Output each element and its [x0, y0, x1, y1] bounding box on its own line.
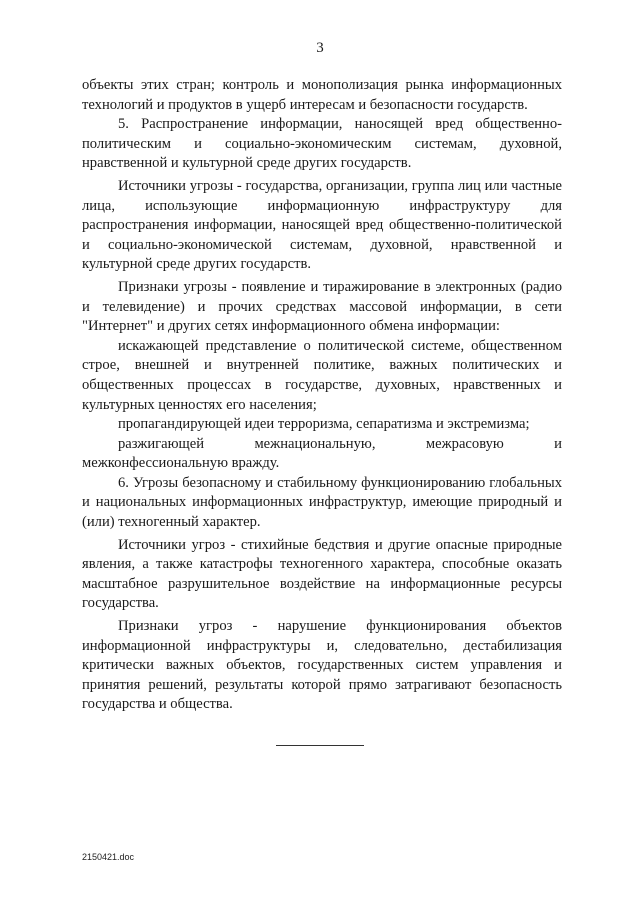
list-item: искажающей представление о политической системе, общественном строе, внешней и внутренней политике, важных политических и общественных процессах в государстве, духовных, нравственных и культурных ценностях его населения; — [82, 337, 562, 413]
end-separator-line — [276, 745, 364, 746]
paragraph: 5. Распространение информации, наносящей вред общественно-политическим и социально-экономическим системам, духовной, нравственной и культурной среде других государств. — [82, 116, 562, 172]
list-item: пропагандирующей идеи терроризма, сепаратизма и экстремизма; — [118, 416, 530, 433]
paragraph: Признаки угрозы - появление и тиражирование в электронных (радио и телевидение) и прочих средствах массовой информации, в сети "Интернет" и других сетях информационного обмена информации: — [82, 278, 562, 335]
list-item: разжигающей межнациональную, межрасовую и межконфессиональную вражду. — [82, 435, 562, 472]
footer-filename: 2150421.doc — [82, 852, 135, 862]
page-number: 3 — [316, 40, 324, 56]
paragraph: объекты этих стран; контроль и монополизация рынка информационных технологий и продуктов в ущерб интересам и безопасности государств. — [82, 77, 562, 113]
document-body — [82, 76, 562, 715]
paragraph: Источники угрозы - государства, организации, группа лиц или частные лица, использующие информационную инфраструктуру для распространения информации, наносящей вред общественно-политической и социально-экономической системам, духовной, нравственной и культурной среде других государств. — [82, 177, 562, 273]
paragraph: Признаки угроз - нарушение функционирования объектов информационной инфраструктуры и, следовательно, дестабилизация критически важных объектов, государственных систем управления и принятия решений, результаты которой прямо затрагивают безопасность государства и общества. — [82, 618, 562, 713]
paragraph: Источники угроз - стихийные бедствия и другие опасные природные явления, а также катастрофы техногенного характера, способные оказать масштабное разрушительное воздействие на информационные ресурсы государства. — [82, 536, 562, 612]
paragraph: 6. Угрозы безопасному и стабильному функционированию глобальных и национальных информационных инфраструктур, имеющие природный и (или) техногенный характер. — [82, 474, 562, 531]
